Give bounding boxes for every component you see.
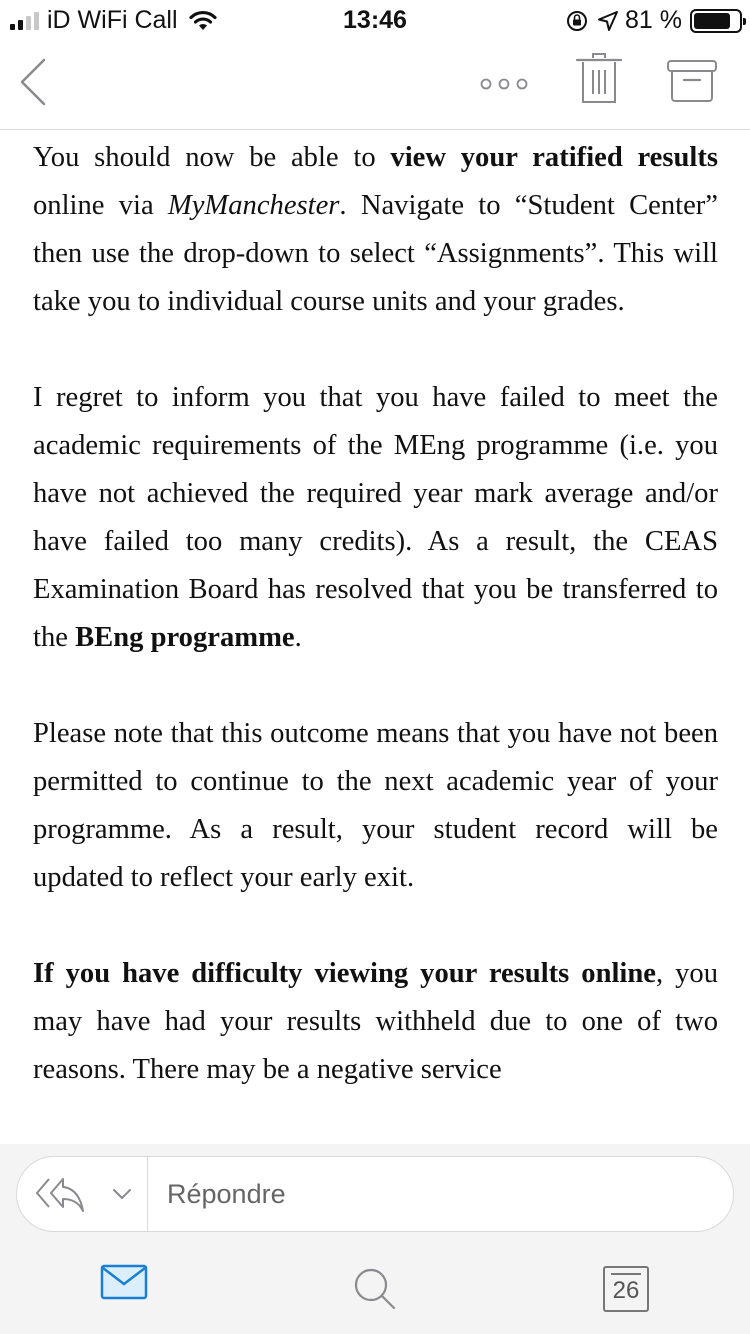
email-body xyxy=(33,134,718,1144)
archive-icon[interactable] xyxy=(666,58,718,104)
reply-bar xyxy=(0,1144,750,1244)
battery-icon xyxy=(690,9,742,33)
reply-all-icon[interactable] xyxy=(35,1175,85,1215)
trash-icon[interactable] xyxy=(575,52,623,106)
divider xyxy=(147,1157,148,1231)
carrier-name: iD WiFi Call xyxy=(47,6,178,34)
bold-text: If you have difficulty viewing your results online xyxy=(33,958,656,989)
tab-bar xyxy=(0,1244,750,1334)
rotation-lock-icon xyxy=(565,9,589,33)
status-right xyxy=(565,6,742,35)
email-paragraph-transfer: I regret to inform you that you have failed to meet the academic requirements of the MEng programme (i.e. you have not achieved the required year mark average and/or have failed too many credits). As a result, the CEAS Examination Board has resolved that you be transferred to the BEng programme. xyxy=(33,382,718,653)
email-paragraph-outcome: Please note that this outcome means that you have not been permitted to continue to the next academic year of your programme. As a result, your student record will be updated to reflect your early exit. xyxy=(33,718,718,893)
battery-percent: 81 % xyxy=(625,6,682,34)
clock: 13:46 xyxy=(343,6,407,34)
email-paragraph-results: You should now be able to view your ratified results online via MyManchester. Navigate to “Student Center” then use the drop-down to select “Assignments”. This will take you to individual course units and your grades. xyxy=(33,142,718,317)
reply-input[interactable] xyxy=(153,1171,713,1217)
calendar-icon[interactable] xyxy=(603,1266,649,1316)
location-arrow-icon xyxy=(597,10,619,32)
chevron-down-icon[interactable] xyxy=(111,1187,133,1201)
bold-text: view your ratified results xyxy=(390,142,718,173)
mail-icon[interactable] xyxy=(100,1264,148,1300)
chevron-left-icon[interactable] xyxy=(16,56,50,108)
bold-text: BEng programme xyxy=(75,622,295,653)
more-dots-icon[interactable] xyxy=(478,74,530,94)
search-icon[interactable] xyxy=(352,1266,398,1312)
email-paragraph-difficulty: If you have difficulty viewing your results online, you may have had your results withheld due to one of two reasons. There may be a negative service xyxy=(33,958,718,1085)
calendar-day: 26 xyxy=(612,1277,640,1304)
reply-pill xyxy=(16,1156,734,1232)
message-toolbar xyxy=(0,40,750,130)
status-bar xyxy=(0,0,750,40)
mymanchester-text: MyManchester xyxy=(167,190,340,221)
